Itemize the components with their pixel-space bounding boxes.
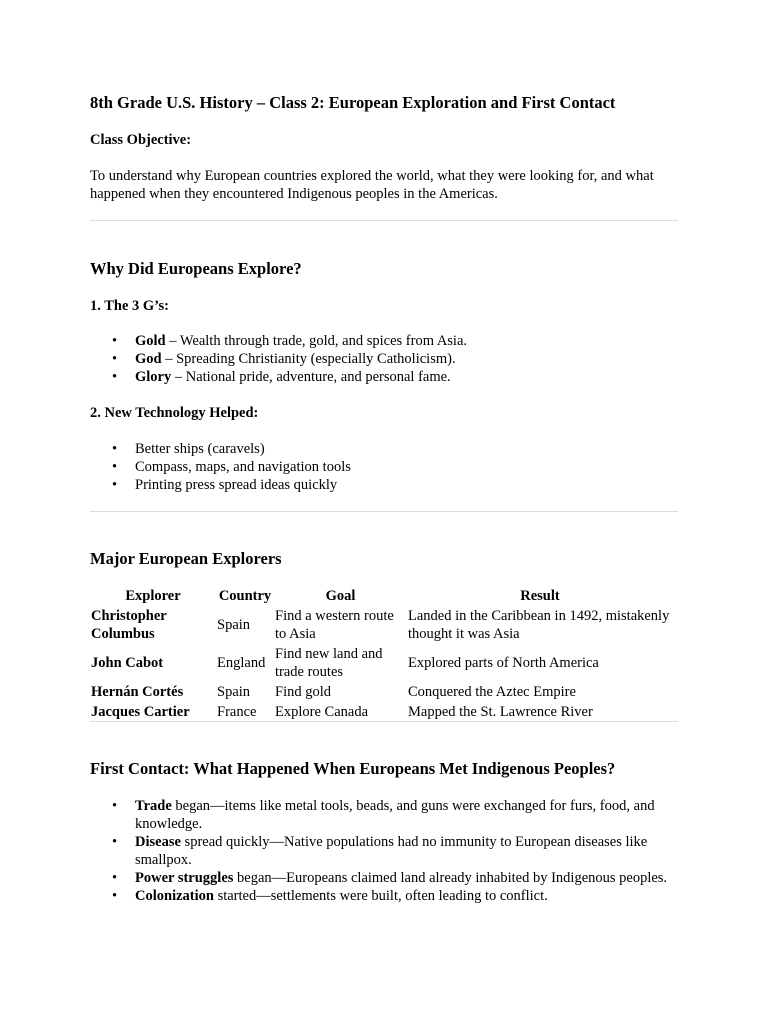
table-row (90, 644, 673, 682)
page-title: 8th Grade U.S. History – Class 2: European Exploration and First Contact (90, 93, 616, 112)
three-gs-heading: 1. The 3 G’s: (90, 298, 169, 314)
list-item-term: Gold (135, 333, 166, 349)
list-item-term: God (135, 351, 162, 367)
country-cell: France (217, 704, 257, 720)
bullet-icon: • (112, 459, 118, 475)
list-item-text: Better ships (caravels) (135, 441, 265, 457)
list-item-term: Trade (135, 798, 172, 814)
explorers-table (90, 586, 673, 722)
section-divider (90, 220, 678, 221)
goal-cell: Find gold (275, 684, 331, 700)
result-cell: Conquered the Aztec Empire (408, 684, 576, 700)
column-header: Goal (325, 588, 356, 604)
three-gs-list (90, 332, 678, 386)
list-item-term: Disease (135, 834, 181, 850)
country-cell: Spain (217, 617, 251, 633)
table-row (90, 606, 673, 644)
bullet-icon: • (112, 477, 118, 493)
objective-heading: Class Objective: (90, 132, 192, 148)
list-item-text: – Spreading Christianity (especially Catholicism). (161, 351, 456, 367)
list-item (90, 368, 678, 386)
list-item (90, 833, 678, 869)
objective-text: To understand why European countries explored the world, what they were looking for, and what happened when they encountered Indigenous peoples in the Americas. (90, 168, 654, 202)
table-header-row (90, 586, 673, 606)
explorer-cell: Christopher Columbus (91, 608, 167, 642)
list-item-term: Colonization (135, 888, 214, 904)
list-item (90, 458, 678, 476)
result-cell: Mapped the St. Lawrence River (408, 704, 593, 720)
list-item-text: started—settlements were built, often leading to conflict. (213, 888, 548, 904)
explorer-cell: John Cabot (91, 655, 164, 671)
technology-list (90, 440, 678, 494)
explorers-heading: Major European Explorers (90, 549, 282, 568)
list-item-text: Printing press spread ideas quickly (135, 477, 338, 493)
list-item-text: spread quickly—Native populations had no immunity to European diseases like smallpox. (135, 834, 648, 868)
column-header: Explorer (125, 588, 181, 604)
list-item-text: began—Europeans claimed land already inhabited by Indigenous peoples. (233, 870, 668, 886)
table-row (90, 702, 673, 722)
bullet-icon: • (112, 333, 118, 349)
first-contact-heading: First Contact: What Happened When Europeans Met Indigenous Peoples? (90, 759, 616, 778)
bullet-icon: • (112, 798, 118, 814)
list-item (90, 440, 678, 458)
bullet-icon: • (112, 834, 118, 850)
bullet-icon: • (112, 441, 118, 457)
list-item (90, 476, 678, 494)
bullet-icon: • (112, 888, 118, 904)
explorer-cell: Jacques Cartier (91, 704, 190, 720)
list-item-term: Glory (135, 369, 172, 385)
country-cell: Spain (217, 684, 251, 700)
list-item (90, 797, 678, 833)
goal-cell: Find new land and trade routes (275, 646, 383, 680)
goal-cell: Find a western route to Asia (275, 608, 394, 642)
section-divider (90, 721, 678, 722)
list-item-term: Power struggles (135, 870, 234, 886)
first-contact-list (90, 797, 678, 905)
country-cell: England (217, 655, 266, 671)
result-cell: Explored parts of North America (408, 655, 599, 671)
bullet-icon: • (112, 870, 118, 886)
list-item (90, 350, 678, 368)
list-item-text: – National pride, adventure, and personal fame. (171, 369, 451, 385)
bullet-icon: • (112, 369, 118, 385)
bullet-icon: • (112, 351, 118, 367)
result-cell: Landed in the Caribbean in 1492, mistakenly thought it was Asia (408, 608, 670, 642)
column-header: Result (520, 588, 560, 604)
list-item-text: – Wealth through trade, gold, and spices from Asia. (165, 333, 468, 349)
explorer-cell: Hernán Cortés (91, 684, 184, 700)
why-heading: Why Did Europeans Explore? (90, 259, 302, 278)
table-row (90, 682, 673, 702)
section-divider (90, 511, 678, 512)
column-header: Country (218, 588, 272, 604)
list-item-text: began—items like metal tools, beads, and guns were exchanged for furs, food, and knowledge. (135, 798, 655, 832)
list-item (90, 869, 678, 887)
goal-cell: Explore Canada (275, 704, 369, 720)
technology-heading: 2. New Technology Helped: (90, 405, 259, 421)
list-item (90, 332, 678, 350)
list-item-text: Compass, maps, and navigation tools (135, 459, 351, 475)
list-item (90, 887, 678, 905)
